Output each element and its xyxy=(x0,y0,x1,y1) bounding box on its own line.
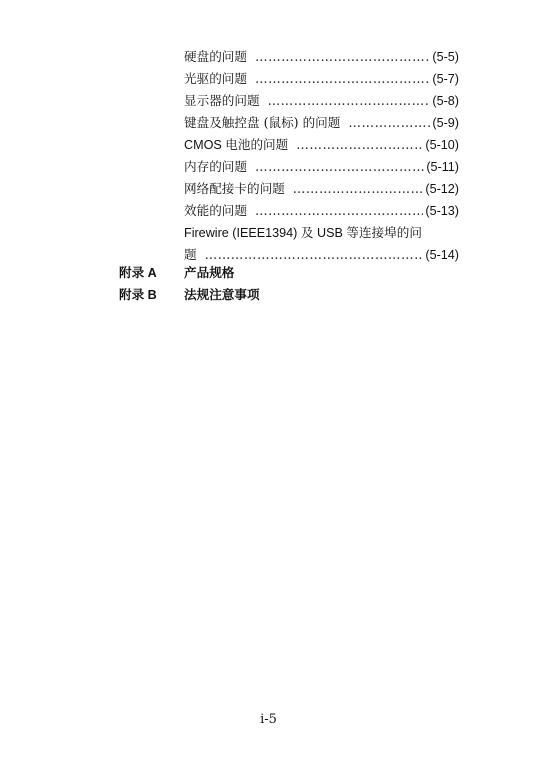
toc-entry-title: 键盘及触控盘 (鼠标) 的问题 xyxy=(184,115,341,130)
toc-entry-title: 内存的问题 xyxy=(184,159,247,174)
toc-leader-dots xyxy=(255,46,430,68)
toc-entry-display[interactable] xyxy=(184,90,459,112)
page-number: i-5 xyxy=(260,712,277,727)
appendix-b[interactable] xyxy=(119,284,260,306)
toc-entry-keyboard-touchpad[interactable] xyxy=(184,112,459,134)
toc-entry-page: (5-14) xyxy=(425,248,459,262)
appendix-a[interactable] xyxy=(119,262,234,284)
toc-entry-title: 硬盘的问题 xyxy=(184,49,247,64)
toc-leader-dots xyxy=(348,112,430,134)
toc-entry-page: (5-11) xyxy=(426,160,459,174)
appendix-title: 产品规格 xyxy=(184,266,235,280)
toc-leader-dots xyxy=(255,68,430,90)
toc-entry-title-line2: 题 xyxy=(184,247,197,262)
toc-entry-firewire-usb[interactable] xyxy=(184,222,459,266)
toc-leader-dots xyxy=(268,90,431,112)
toc-entry-title: 网络配接卡的问题 xyxy=(184,181,285,196)
toc-entry-title: 显示器的问题 xyxy=(184,93,260,108)
table-of-contents xyxy=(184,46,459,266)
toc-entry-page: (5-10) xyxy=(425,138,459,152)
toc-entry-network-adapter[interactable] xyxy=(184,178,459,200)
toc-entry-page: (5-13) xyxy=(425,204,459,218)
toc-entry-hard-disk[interactable] xyxy=(184,46,459,68)
toc-entry-optical-drive[interactable] xyxy=(184,68,459,90)
toc-leader-dots xyxy=(293,178,424,200)
toc-entry-page: (5-8) xyxy=(432,94,459,108)
toc-entry-page: (5-7) xyxy=(432,72,459,86)
toc-entry-cmos-battery[interactable] xyxy=(184,134,459,156)
appendix-label: 附录 A xyxy=(119,266,157,280)
toc-entry-title-line1: Firewire (IEEE1394) 及 USB 等连接埠的问 xyxy=(184,226,422,240)
appendix-label: 附录 B xyxy=(119,288,157,302)
toc-leader-dots xyxy=(205,244,424,266)
toc-entry-performance[interactable] xyxy=(184,200,459,222)
toc-entry-page: (5-5) xyxy=(432,50,459,64)
toc-leader-dots xyxy=(255,156,424,178)
toc-leader-dots xyxy=(296,134,423,156)
toc-entry-title: 光驱的问题 xyxy=(184,71,247,86)
toc-entry-title: 效能的问题 xyxy=(184,203,247,218)
appendix-title: 法规注意事项 xyxy=(184,288,260,302)
toc-entry-memory[interactable] xyxy=(184,156,459,178)
toc-leader-dots xyxy=(255,200,423,222)
toc-entry-page: (5-12) xyxy=(425,182,459,196)
toc-entry-title: CMOS 电池的问题 xyxy=(184,138,289,152)
toc-entry-page: (5-9) xyxy=(432,116,459,130)
